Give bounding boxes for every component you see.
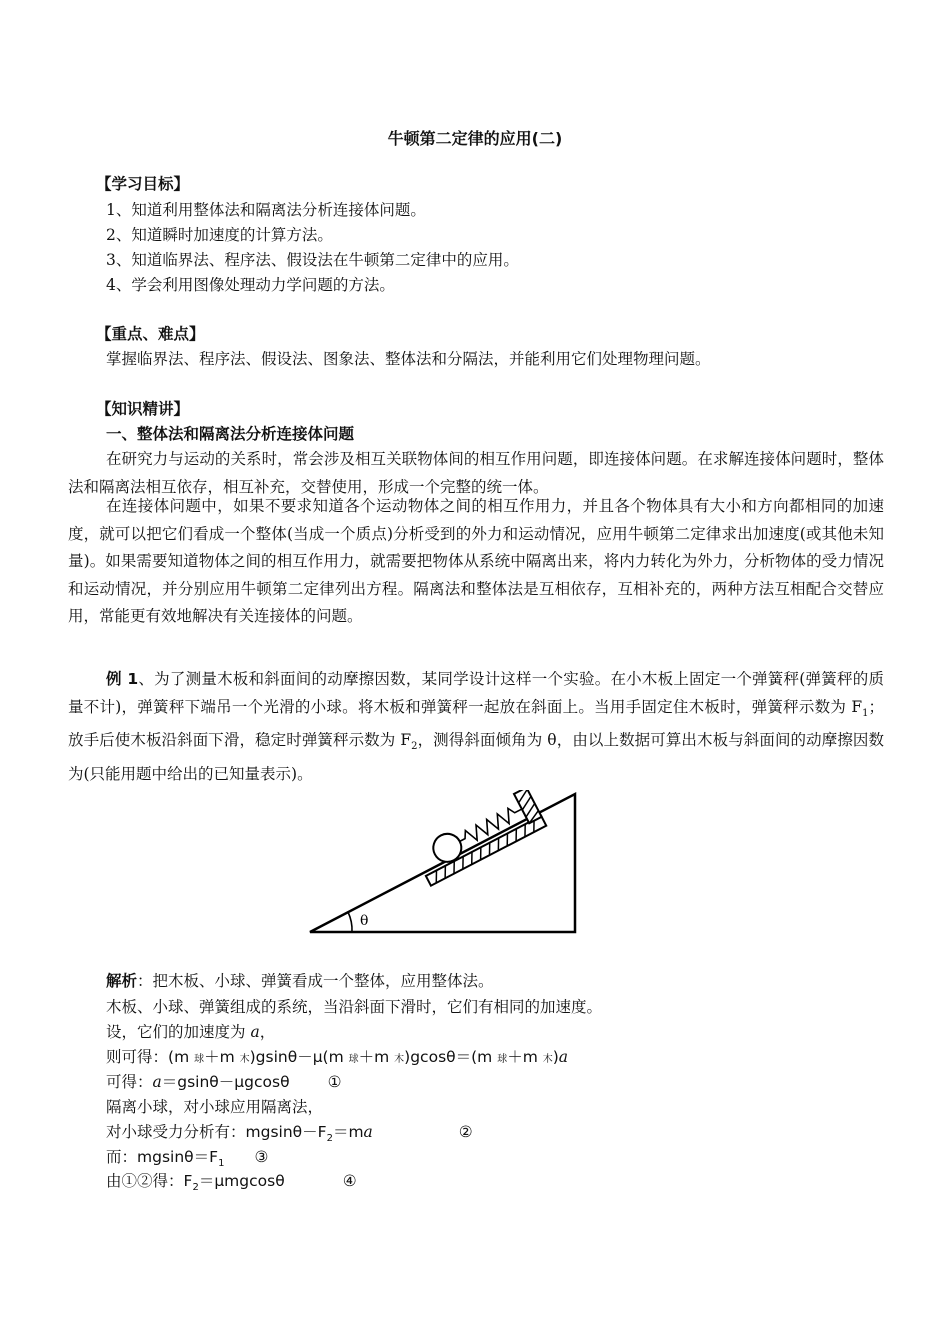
section-title: 一、整体法和隔离法分析连接体问题 — [106, 425, 355, 443]
equation-number: ④ — [342, 1172, 357, 1190]
example-text-c: ，测得斜面倾角为 θ，由以上数据可算出木板与斜面间的动摩擦因数为(只能用题中给出的已知量表示)。 — [68, 731, 884, 783]
solution-line-1 — [106, 970, 494, 992]
objective-item: 1、知道利用整体法和隔离法分析连接体问题。 — [106, 201, 426, 219]
objective-item: 4、学会利用图像处理动力学问题的方法。 — [106, 276, 395, 294]
solution-text: 而： — [106, 1148, 138, 1166]
solution-label: 解析 — [106, 972, 138, 990]
solution-text: 则可得： — [106, 1048, 169, 1066]
solution-text: ：把木板、小球、弹簧看成一个整体，应用整体法。 — [137, 972, 494, 990]
paragraph-text: 在连接体问题中，如果不要求知道各个运动物体之间的相互作用力，并且各个物体具有大小和方向都相同的加速度，就可以把它们看成一个整体(当成一个质点)分析受到的外力和运动情况，应用牛顿第二定律求出加速度(或其他未知量)。如果需要知道物体之间的相互作用力，就需要把物体从系统中隔离出来，将内力转化为外力，分析物体的受力情况和运动情况，并分别应用牛顿第二定律列出方程。隔离法和整体法是互相依存，互相补充的，两种方法互相配合交替应用，常能更有效地解决有关连接体的问题。 — [68, 497, 884, 625]
symbol-a: a — [152, 1073, 162, 1091]
keypoints-heading: 【重点、难点】 — [96, 325, 205, 343]
equation-number: ① — [327, 1073, 342, 1091]
example-1 — [68, 666, 884, 788]
equation-number: ③ — [254, 1148, 269, 1166]
knowledge-paragraph-2 — [68, 493, 884, 631]
equation: (m 球＋m 木)gsinθ－μ(m 球＋m 木)gcosθ＝(m 球＋m 木)a — [168, 1048, 569, 1066]
solution-text: ， — [259, 1023, 276, 1041]
equation: $mgsin\theta=F_1$ — [137, 1148, 225, 1170]
page-title: 牛顿第二定律的应用(二) — [387, 129, 563, 148]
subscript: 1 — [862, 707, 869, 719]
equation-number: ② — [458, 1123, 473, 1141]
angle-arc — [348, 912, 352, 932]
wooden-board — [411, 790, 546, 886]
solution-line-5 — [106, 1071, 341, 1093]
solution-text: 由①②得： — [106, 1172, 184, 1190]
example-text-b: ；放手后使木板沿斜面下滑，稳定时弹簧秤示数为 F — [68, 697, 884, 750]
knowledge-heading: 【知识精讲】 — [96, 400, 190, 418]
objective-item: 2、知道瞬时加速度的计算方法。 — [106, 226, 333, 244]
solution-line-9 — [106, 1170, 357, 1199]
incline-diagram — [300, 790, 590, 940]
solution-text: 设，它们的加速度为 — [106, 1023, 251, 1041]
paragraph-text: 在研究力与运动的关系时，常会涉及相互关联物体间的相互作用问题，即连接体问题。在求解连接体问题时，整体法和隔离法相互依存，相互补充，交替使用，形成一个完整的统一体。 — [68, 450, 884, 496]
example-text-a: 、为了测量木板和斜面间的动摩擦因数，某同学设计这样一个实验。在小木板上固定一个弹簧秤(弹簧秤的质量不计)，弹簧秤下端吊一个光滑的小球。将木板和弹簧秤一起放在斜面上。当用手固定住木板时，弹簧秤示数为 F — [68, 670, 884, 716]
equation: $mgsin\theta-F_2=m$ — [245, 1123, 364, 1145]
objectives-heading: 【学习目标】 — [96, 175, 190, 193]
solution-line-2: 木板、小球、弹簧组成的系统，当沿斜面下滑时，它们有相同的加速度。 — [106, 998, 603, 1016]
objective-item: 3、知道临界法、程序法、假设法在牛顿第二定律中的应用。 — [106, 251, 519, 269]
equation: ＝gsinθ－μgcosθ — [161, 1073, 290, 1091]
keypoints-text: 掌握临界法、程序法、假设法、图象法、整体法和分隔法，并能利用它们处理物理问题。 — [106, 350, 711, 368]
subscript: 2 — [411, 741, 418, 753]
solution-line-6: 隔离小球，对小球应用隔离法， — [106, 1098, 324, 1116]
solution-text: 对小球受力分析有： — [106, 1123, 246, 1141]
example-label: 例 1 — [106, 670, 139, 688]
solution-line-4 — [106, 1046, 568, 1071]
symbol-a: a — [363, 1123, 373, 1141]
example-text — [68, 666, 884, 788]
equation: $F_2=\mu mgcos\theta$ — [183, 1172, 285, 1194]
solution-text: 可得： — [106, 1073, 153, 1091]
symbol-a: a — [250, 1023, 260, 1041]
angle-label: θ — [360, 913, 369, 929]
solution-line-3 — [106, 1021, 275, 1043]
